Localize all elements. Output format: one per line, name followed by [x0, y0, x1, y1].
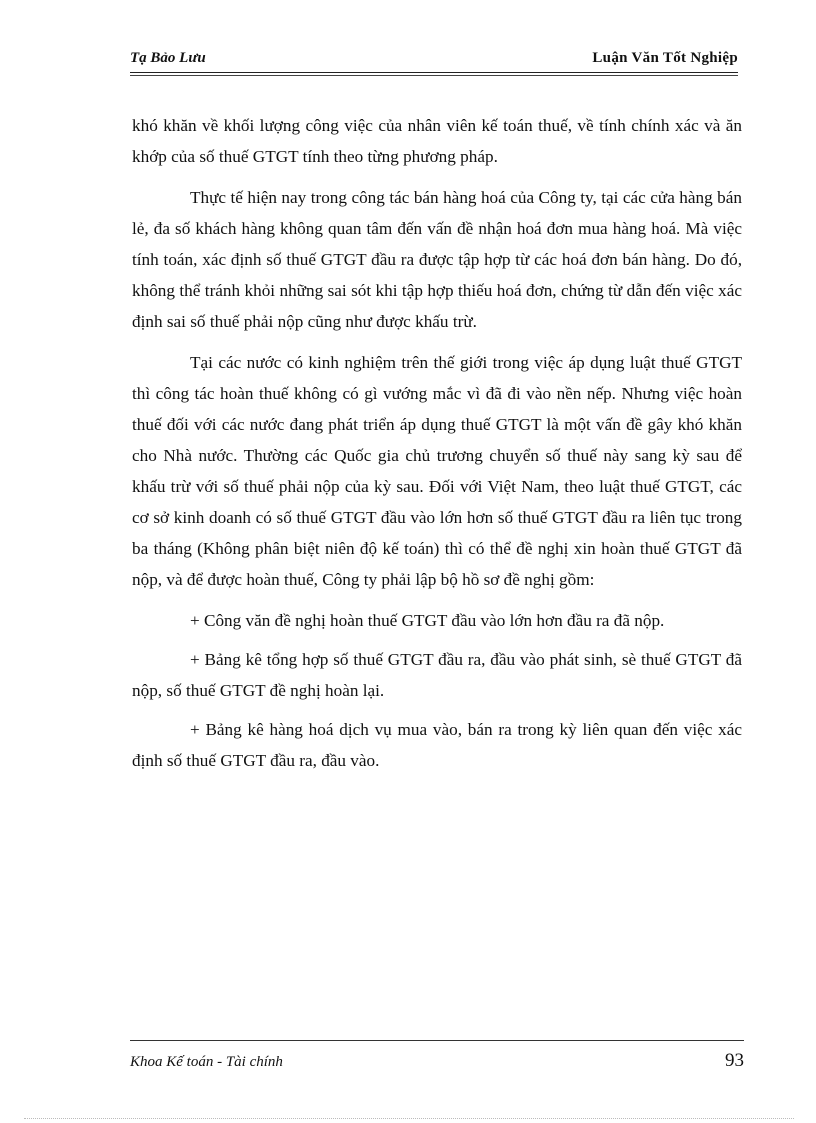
header-rule-thin — [130, 75, 738, 76]
paragraph-sales-practice: Thực tế hiện nay trong công tác bán hàng hoá của Công ty, tại các cửa hàng bán lẻ, đa số khách hàng không quan tâm đến vấn đề nhận hoá đơn mua hàng hoá. Mà việc tính toán, xác định số thuế GTGT đầu ra được tập hợp từ các hoá đơn bán hàng. Do đó, không thể tránh khỏi những sai sót khi tập hợp thiếu hoá đơn, chứng từ dẫn đến việc xác định sai số thuế phải nộp cũng như được khấu trừ. — [132, 188, 742, 331]
list-item-official-letter: + Công văn đề nghị hoàn thuế GTGT đầu vào lớn hơn đầu ra đã nộp. — [190, 611, 665, 630]
list-item-summary-table: + Bảng kê tổng hợp số thuế GTGT đầu ra, đầu vào phát sinh, sè thuế GTGT đã nộp, số thuế GTGT đề nghị hoàn lại. — [132, 650, 742, 700]
paragraph-continuation: khó khăn về khối lượng công việc của nhân viên kế toán thuế, về tính chính xác và ăn khớp của số thuế GTGT tính theo từng phương pháp. — [132, 116, 742, 166]
footer-faculty: Khoa Kế toán - Tài chính — [130, 1054, 283, 1070]
header-author: Tạ Bảo Lưu — [130, 50, 206, 66]
page-header — [130, 48, 738, 74]
header-title: Luận Văn Tốt Nghiệp — [592, 50, 738, 66]
footer-rule — [130, 1040, 744, 1041]
page-footer — [130, 1040, 744, 1080]
page-bottom-border — [24, 1118, 794, 1119]
list-item-goods-table: + Bảng kê hàng hoá dịch vụ mua vào, bán ra trong kỳ liên quan đến việc xác định số thuế GTGT đầu ra, đầu vào. — [132, 720, 742, 770]
page-number: 93 — [725, 1050, 744, 1071]
body-text — [132, 110, 742, 786]
paragraph-tax-refund: Tại các nước có kinh nghiệm trên thế giới trong việc áp dụng luật thuế GTGT thì công tác hoàn thuế không có gì vướng mắc vì đã đi vào nền nếp. Nhưng việc hoàn thuế đối với các nước đang phát triển áp dụng thuế GTGT là một vấn đề gây khó khăn cho Nhà nước. Thường các Quốc gia chủ trương chuyển số thuế này sang kỳ sau để khấu trừ với số thuế phải nộp của kỳ sau. Đối với Việt Nam, theo luật thuế GTGT, các cơ sở kinh doanh có số thuế GTGT đầu vào lớn hơn số thuế GTGT đầu ra liên tục trong ba tháng (Không phân biệt niên độ kế toán) thì có thể đề nghị xin hoàn thuế GTGT đã nộp, và để được hoàn thuế, Công ty phải lập bộ hồ sơ đề nghị gồm: — [132, 353, 742, 589]
header-rule — [130, 72, 738, 73]
